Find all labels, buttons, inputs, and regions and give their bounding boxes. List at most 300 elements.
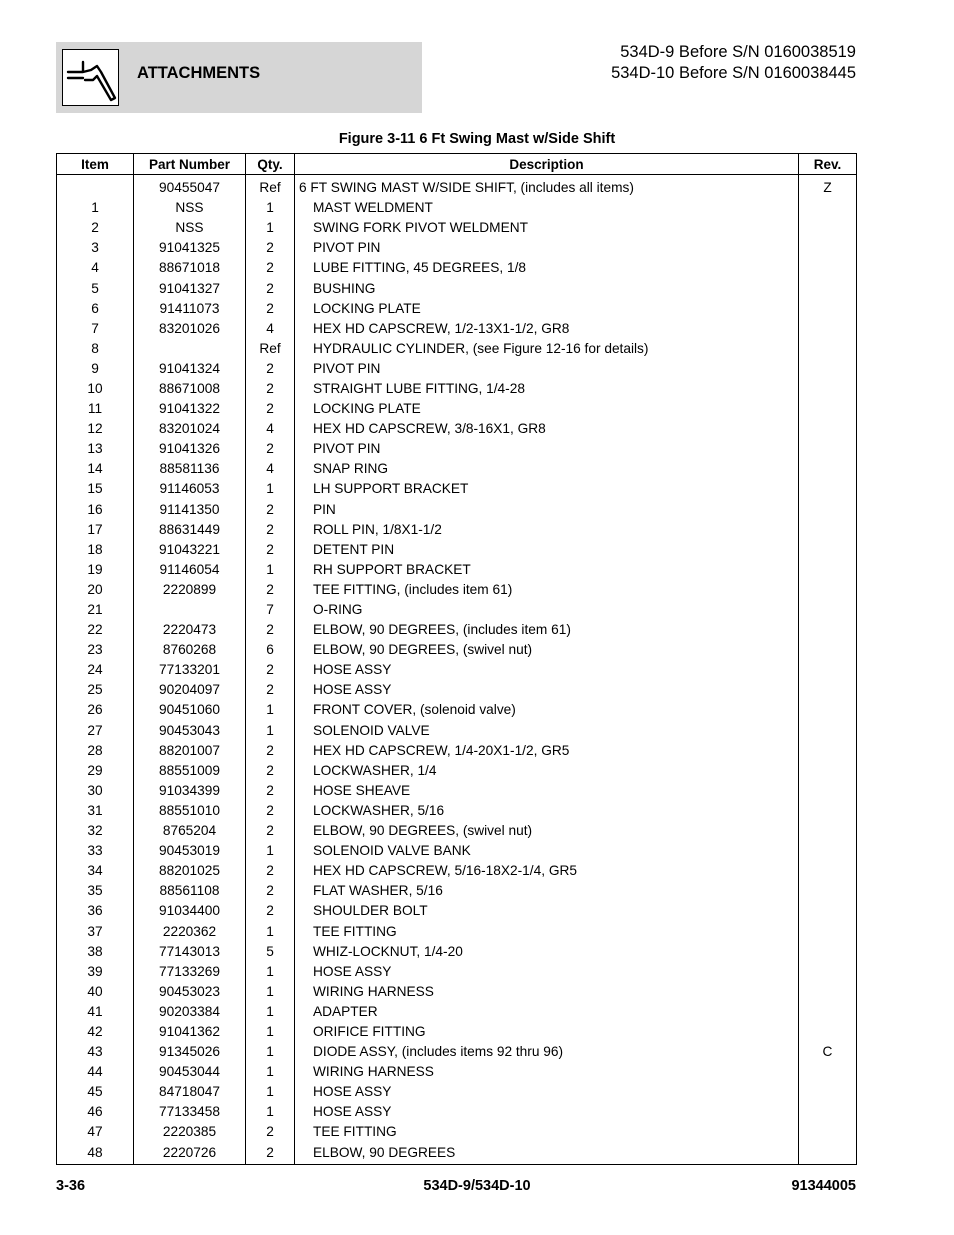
- qty-cell: 2: [246, 801, 295, 821]
- description-cell: LH SUPPORT BRACKET: [295, 479, 799, 499]
- table-row: [57, 881, 857, 901]
- qty-cell: 2: [246, 741, 295, 761]
- rev-cell: [799, 379, 857, 399]
- item-cell: 20: [57, 580, 134, 600]
- qty-cell: 2: [246, 1122, 295, 1142]
- qty-cell: 7: [246, 600, 295, 620]
- part-number-cell: 88581136: [134, 459, 246, 479]
- part-number-cell: 88551009: [134, 761, 246, 781]
- part-number-cell: 91034399: [134, 781, 246, 801]
- rev-cell: [799, 319, 857, 339]
- rev-cell: [799, 741, 857, 761]
- table-row: [57, 500, 857, 520]
- rev-cell: [799, 700, 857, 720]
- table-row: [57, 520, 857, 540]
- rev-cell: [799, 258, 857, 278]
- description-cell: PIN: [295, 500, 799, 520]
- qty-cell: 1: [246, 198, 295, 218]
- part-number-cell: 91041325: [134, 238, 246, 258]
- description-cell: SOLENOID VALVE BANK: [295, 841, 799, 861]
- description-cell: STRAIGHT LUBE FITTING, 1/4-28: [295, 379, 799, 399]
- table-row: [57, 238, 857, 258]
- header-rev: Rev.: [799, 154, 857, 175]
- rev-cell: [799, 680, 857, 700]
- qty-cell: 1: [246, 1062, 295, 1082]
- rev-cell: [799, 299, 857, 319]
- table-row: [57, 299, 857, 319]
- part-number-cell: NSS: [134, 198, 246, 218]
- qty-cell: Ref: [246, 339, 295, 359]
- table-row: [57, 962, 857, 982]
- item-cell: 10: [57, 379, 134, 399]
- rev-cell: [799, 359, 857, 379]
- qty-cell: 4: [246, 459, 295, 479]
- qty-cell: 2: [246, 580, 295, 600]
- qty-cell: 1: [246, 218, 295, 238]
- part-number-cell: 90453043: [134, 721, 246, 741]
- table-row: [57, 861, 857, 881]
- qty-cell: 1: [246, 560, 295, 580]
- qty-cell: 1: [246, 962, 295, 982]
- item-cell: 34: [57, 861, 134, 881]
- qty-cell: 5: [246, 942, 295, 962]
- part-number-cell: 88201025: [134, 861, 246, 881]
- item-cell: 14: [57, 459, 134, 479]
- qty-cell: 1: [246, 721, 295, 741]
- rev-cell: [799, 399, 857, 419]
- item-cell: 11: [57, 399, 134, 419]
- item-cell: 30: [57, 781, 134, 801]
- part-number-cell: 90204097: [134, 680, 246, 700]
- description-cell: O-RING: [295, 600, 799, 620]
- description-cell: LOCKING PLATE: [295, 299, 799, 319]
- rev-cell: [799, 459, 857, 479]
- qty-cell: 2: [246, 540, 295, 560]
- part-number-cell: 90451060: [134, 700, 246, 720]
- rev-cell: [799, 1143, 857, 1165]
- item-cell: 26: [57, 700, 134, 720]
- rev-cell: [799, 801, 857, 821]
- part-number-cell: 91146054: [134, 560, 246, 580]
- table-row: [57, 921, 857, 941]
- qty-cell: 2: [246, 620, 295, 640]
- item-cell: 9: [57, 359, 134, 379]
- table-row: [57, 680, 857, 700]
- description-cell: ADAPTER: [295, 1002, 799, 1022]
- parts-table-body: [57, 175, 857, 1165]
- table-row: [57, 781, 857, 801]
- item-cell: 41: [57, 1002, 134, 1022]
- serial-line-2: 534D-10 Before S/N 0160038445: [611, 64, 856, 82]
- rev-cell: [799, 982, 857, 1002]
- section-title: ATTACHMENTS: [137, 64, 261, 82]
- qty-cell: 2: [246, 379, 295, 399]
- part-number-cell: 2220385: [134, 1122, 246, 1142]
- description-cell: SNAP RING: [295, 459, 799, 479]
- table-row: [57, 1143, 857, 1165]
- forklift-attachment-icon: [63, 50, 120, 107]
- rev-cell: [799, 238, 857, 258]
- table-row: [57, 459, 857, 479]
- item-cell: 15: [57, 479, 134, 499]
- table-row: [57, 258, 857, 278]
- rev-cell: [799, 1082, 857, 1102]
- rev-cell: [799, 198, 857, 218]
- table-row: [57, 700, 857, 720]
- rev-cell: [799, 500, 857, 520]
- part-number-cell: 91034400: [134, 901, 246, 921]
- item-cell: 33: [57, 841, 134, 861]
- part-number-cell: 2220473: [134, 620, 246, 640]
- description-cell: SOLENOID VALVE: [295, 721, 799, 741]
- description-cell: LOCKING PLATE: [295, 399, 799, 419]
- description-cell: LOCKWASHER, 5/16: [295, 801, 799, 821]
- rev-cell: C: [799, 1042, 857, 1062]
- qty-cell: Ref: [246, 175, 295, 199]
- table-row: [57, 399, 857, 419]
- part-number-cell: 90453044: [134, 1062, 246, 1082]
- rev-cell: [799, 901, 857, 921]
- qty-cell: 6: [246, 640, 295, 660]
- rev-cell: [799, 942, 857, 962]
- description-cell: TEE FITTING: [295, 921, 799, 941]
- item-cell: 36: [57, 901, 134, 921]
- rev-cell: [799, 479, 857, 499]
- description-cell: ELBOW, 90 DEGREES, (swivel nut): [295, 640, 799, 660]
- rev-cell: [799, 881, 857, 901]
- item-cell: 44: [57, 1062, 134, 1082]
- item-cell: 47: [57, 1122, 134, 1142]
- description-cell: HEX HD CAPSCREW, 1/2-13X1-1/2, GR8: [295, 319, 799, 339]
- item-cell: 3: [57, 238, 134, 258]
- part-number-cell: 91041327: [134, 278, 246, 298]
- description-cell: ELBOW, 90 DEGREES, (includes item 61): [295, 620, 799, 640]
- description-cell: MAST WELDMENT: [295, 198, 799, 218]
- item-cell: 31: [57, 801, 134, 821]
- qty-cell: 2: [246, 238, 295, 258]
- item-cell: 8: [57, 339, 134, 359]
- description-cell: WIRING HARNESS: [295, 1062, 799, 1082]
- part-number-cell: 91041324: [134, 359, 246, 379]
- description-cell: RH SUPPORT BRACKET: [295, 560, 799, 580]
- part-number-cell: 2220899: [134, 580, 246, 600]
- item-cell: 6: [57, 299, 134, 319]
- part-number-cell: 91411073: [134, 299, 246, 319]
- table-row: [57, 439, 857, 459]
- rev-cell: [799, 861, 857, 881]
- description-cell: HEX HD CAPSCREW, 3/8-16X1, GR8: [295, 419, 799, 439]
- qty-cell: 2: [246, 781, 295, 801]
- part-number-cell: 88551010: [134, 801, 246, 821]
- description-cell: HEX HD CAPSCREW, 5/16-18X2-1/4, GR5: [295, 861, 799, 881]
- qty-cell: 1: [246, 982, 295, 1002]
- qty-cell: 1: [246, 1022, 295, 1042]
- rev-cell: [799, 962, 857, 982]
- qty-cell: 2: [246, 861, 295, 881]
- item-cell: [57, 175, 134, 199]
- table-row: [57, 339, 857, 359]
- rev-cell: [799, 781, 857, 801]
- table-row: [57, 359, 857, 379]
- description-cell: BUSHING: [295, 278, 799, 298]
- qty-cell: 2: [246, 359, 295, 379]
- qty-cell: 2: [246, 660, 295, 680]
- rev-cell: [799, 218, 857, 238]
- rev-cell: [799, 600, 857, 620]
- qty-cell: 2: [246, 258, 295, 278]
- part-number-cell: 8765204: [134, 821, 246, 841]
- doc-number: 91344005: [791, 1178, 856, 1194]
- table-row: [57, 1062, 857, 1082]
- item-cell: 19: [57, 560, 134, 580]
- part-number-cell: 77133201: [134, 660, 246, 680]
- part-number-cell: 83201026: [134, 319, 246, 339]
- table-row: [57, 640, 857, 660]
- table-row: [57, 660, 857, 680]
- table-row: [57, 1082, 857, 1102]
- table-row: [57, 942, 857, 962]
- description-cell: DETENT PIN: [295, 540, 799, 560]
- qty-cell: 4: [246, 319, 295, 339]
- table-row: [57, 1042, 857, 1062]
- part-number-cell: 90455047: [134, 175, 246, 199]
- part-number-cell: 83201024: [134, 419, 246, 439]
- part-number-cell: 90203384: [134, 1002, 246, 1022]
- rev-cell: [799, 278, 857, 298]
- description-cell: ELBOW, 90 DEGREES: [295, 1143, 799, 1165]
- table-row: [57, 741, 857, 761]
- serial-numbers: [611, 42, 856, 84]
- part-number-cell: 91041326: [134, 439, 246, 459]
- item-cell: 46: [57, 1102, 134, 1122]
- description-cell: LOCKWASHER, 1/4: [295, 761, 799, 781]
- table-row: [57, 761, 857, 781]
- item-cell: 13: [57, 439, 134, 459]
- rev-cell: [799, 1062, 857, 1082]
- qty-cell: 1: [246, 841, 295, 861]
- item-cell: 48: [57, 1143, 134, 1165]
- rev-cell: [799, 640, 857, 660]
- table-row: [57, 198, 857, 218]
- item-cell: 40: [57, 982, 134, 1002]
- rev-cell: [799, 419, 857, 439]
- header-part-number: Part Number: [134, 154, 246, 175]
- item-cell: 12: [57, 419, 134, 439]
- description-cell: HOSE ASSY: [295, 660, 799, 680]
- item-cell: 42: [57, 1022, 134, 1042]
- description-cell: TEE FITTING, (includes item 61): [295, 580, 799, 600]
- item-cell: 43: [57, 1042, 134, 1062]
- item-cell: 4: [57, 258, 134, 278]
- qty-cell: 2: [246, 500, 295, 520]
- table-row: [57, 580, 857, 600]
- description-cell: HOSE ASSY: [295, 962, 799, 982]
- qty-cell: 2: [246, 821, 295, 841]
- table-header-row: [57, 154, 857, 175]
- item-cell: 5: [57, 278, 134, 298]
- description-cell: TEE FITTING: [295, 1122, 799, 1142]
- part-number-cell: 77133269: [134, 962, 246, 982]
- part-number-cell: NSS: [134, 218, 246, 238]
- part-number-cell: 84718047: [134, 1082, 246, 1102]
- qty-cell: 2: [246, 439, 295, 459]
- description-cell: ROLL PIN, 1/8X1-1/2: [295, 520, 799, 540]
- part-number-cell: 88631449: [134, 520, 246, 540]
- table-row: [57, 560, 857, 580]
- rev-cell: [799, 1002, 857, 1022]
- part-number-cell: 77143013: [134, 942, 246, 962]
- table-row: [57, 1022, 857, 1042]
- page-number: 3-36: [56, 1178, 86, 1194]
- table-row: [57, 479, 857, 499]
- qty-cell: 2: [246, 881, 295, 901]
- description-cell: WIRING HARNESS: [295, 982, 799, 1002]
- part-number-cell: 88671008: [134, 379, 246, 399]
- parts-table: [56, 153, 857, 1165]
- qty-cell: 2: [246, 901, 295, 921]
- item-cell: 16: [57, 500, 134, 520]
- table-row: [57, 175, 857, 199]
- table-row: [57, 1122, 857, 1142]
- item-cell: 22: [57, 620, 134, 640]
- item-cell: 24: [57, 660, 134, 680]
- qty-cell: 1: [246, 1042, 295, 1062]
- rev-cell: [799, 540, 857, 560]
- item-cell: 7: [57, 319, 134, 339]
- table-row: [57, 278, 857, 298]
- item-cell: 37: [57, 921, 134, 941]
- rev-cell: [799, 620, 857, 640]
- rev-cell: [799, 439, 857, 459]
- item-cell: 32: [57, 821, 134, 841]
- qty-cell: 2: [246, 761, 295, 781]
- part-number-cell: 77133458: [134, 1102, 246, 1122]
- table-row: [57, 218, 857, 238]
- table-row: [57, 540, 857, 560]
- qty-cell: 1: [246, 700, 295, 720]
- description-cell: PIVOT PIN: [295, 359, 799, 379]
- table-row: [57, 821, 857, 841]
- part-number-cell: 90453019: [134, 841, 246, 861]
- table-row: [57, 319, 857, 339]
- description-cell: HOSE ASSY: [295, 1082, 799, 1102]
- qty-cell: 2: [246, 1143, 295, 1165]
- description-cell: WHIZ-LOCKNUT, 1/4-20: [295, 942, 799, 962]
- item-cell: 1: [57, 198, 134, 218]
- part-number-cell: 91041362: [134, 1022, 246, 1042]
- part-number-cell: 91146053: [134, 479, 246, 499]
- item-cell: 2: [57, 218, 134, 238]
- description-cell: HYDRAULIC CYLINDER, (see Figure 12-16 for details): [295, 339, 799, 359]
- part-number-cell: 91041322: [134, 399, 246, 419]
- header-item: Item: [57, 154, 134, 175]
- part-number-cell: 90453023: [134, 982, 246, 1002]
- rev-cell: [799, 1122, 857, 1142]
- part-number-cell: 88561108: [134, 881, 246, 901]
- description-cell: ORIFICE FITTING: [295, 1022, 799, 1042]
- description-cell: PIVOT PIN: [295, 439, 799, 459]
- table-row: [57, 982, 857, 1002]
- part-number-cell: 91043221: [134, 540, 246, 560]
- description-cell: LUBE FITTING, 45 DEGREES, 1/8: [295, 258, 799, 278]
- part-number-cell: 88671018: [134, 258, 246, 278]
- rev-cell: [799, 721, 857, 741]
- part-number-cell: 88201007: [134, 741, 246, 761]
- description-cell: FRONT COVER, (solenoid valve): [295, 700, 799, 720]
- description-cell: SHOULDER BOLT: [295, 901, 799, 921]
- rev-cell: [799, 1022, 857, 1042]
- figure-title: Figure 3-11 6 Ft Swing Mast w/Side Shift: [338, 131, 616, 147]
- item-cell: 29: [57, 761, 134, 781]
- rev-cell: [799, 921, 857, 941]
- item-cell: 25: [57, 680, 134, 700]
- description-cell: HOSE SHEAVE: [295, 781, 799, 801]
- qty-cell: 4: [246, 419, 295, 439]
- description-cell: 6 FT SWING MAST W/SIDE SHIFT, (includes all items): [295, 175, 799, 199]
- rev-cell: [799, 841, 857, 861]
- qty-cell: 1: [246, 479, 295, 499]
- qty-cell: 2: [246, 299, 295, 319]
- header-qty: Qty.: [246, 154, 295, 175]
- header-description: Description: [295, 154, 799, 175]
- item-cell: 28: [57, 741, 134, 761]
- description-cell: ELBOW, 90 DEGREES, (swivel nut): [295, 821, 799, 841]
- qty-cell: 1: [246, 1102, 295, 1122]
- table-row: [57, 1102, 857, 1122]
- rev-cell: [799, 560, 857, 580]
- qty-cell: 2: [246, 680, 295, 700]
- rev-cell: [799, 520, 857, 540]
- item-cell: 27: [57, 721, 134, 741]
- description-cell: SWING FORK PIVOT WELDMENT: [295, 218, 799, 238]
- qty-cell: 1: [246, 921, 295, 941]
- attachment-logo: [62, 49, 119, 106]
- item-cell: 45: [57, 1082, 134, 1102]
- part-number-cell: 8760268: [134, 640, 246, 660]
- description-cell: FLAT WASHER, 5/16: [295, 881, 799, 901]
- item-cell: 39: [57, 962, 134, 982]
- description-cell: PIVOT PIN: [295, 238, 799, 258]
- item-cell: 23: [57, 640, 134, 660]
- rev-cell: [799, 821, 857, 841]
- table-row: [57, 901, 857, 921]
- rev-cell: Z: [799, 175, 857, 199]
- description-cell: HOSE ASSY: [295, 680, 799, 700]
- item-cell: 35: [57, 881, 134, 901]
- rev-cell: [799, 660, 857, 680]
- table-row: [57, 1002, 857, 1022]
- model-footer: 534D-9/534D-10: [423, 1178, 531, 1194]
- table-row: [57, 379, 857, 399]
- part-number-cell: [134, 339, 246, 359]
- part-number-cell: [134, 600, 246, 620]
- qty-cell: 1: [246, 1082, 295, 1102]
- rev-cell: [799, 761, 857, 781]
- qty-cell: 1: [246, 1002, 295, 1022]
- part-number-cell: 91345026: [134, 1042, 246, 1062]
- table-row: [57, 721, 857, 741]
- part-number-cell: 91141350: [134, 500, 246, 520]
- qty-cell: 2: [246, 520, 295, 540]
- item-cell: 17: [57, 520, 134, 540]
- table-row: [57, 600, 857, 620]
- serial-line-1: 534D-9 Before S/N 0160038519: [620, 43, 856, 61]
- qty-cell: 2: [246, 278, 295, 298]
- table-row: [57, 419, 857, 439]
- rev-cell: [799, 339, 857, 359]
- table-row: [57, 801, 857, 821]
- rev-cell: [799, 580, 857, 600]
